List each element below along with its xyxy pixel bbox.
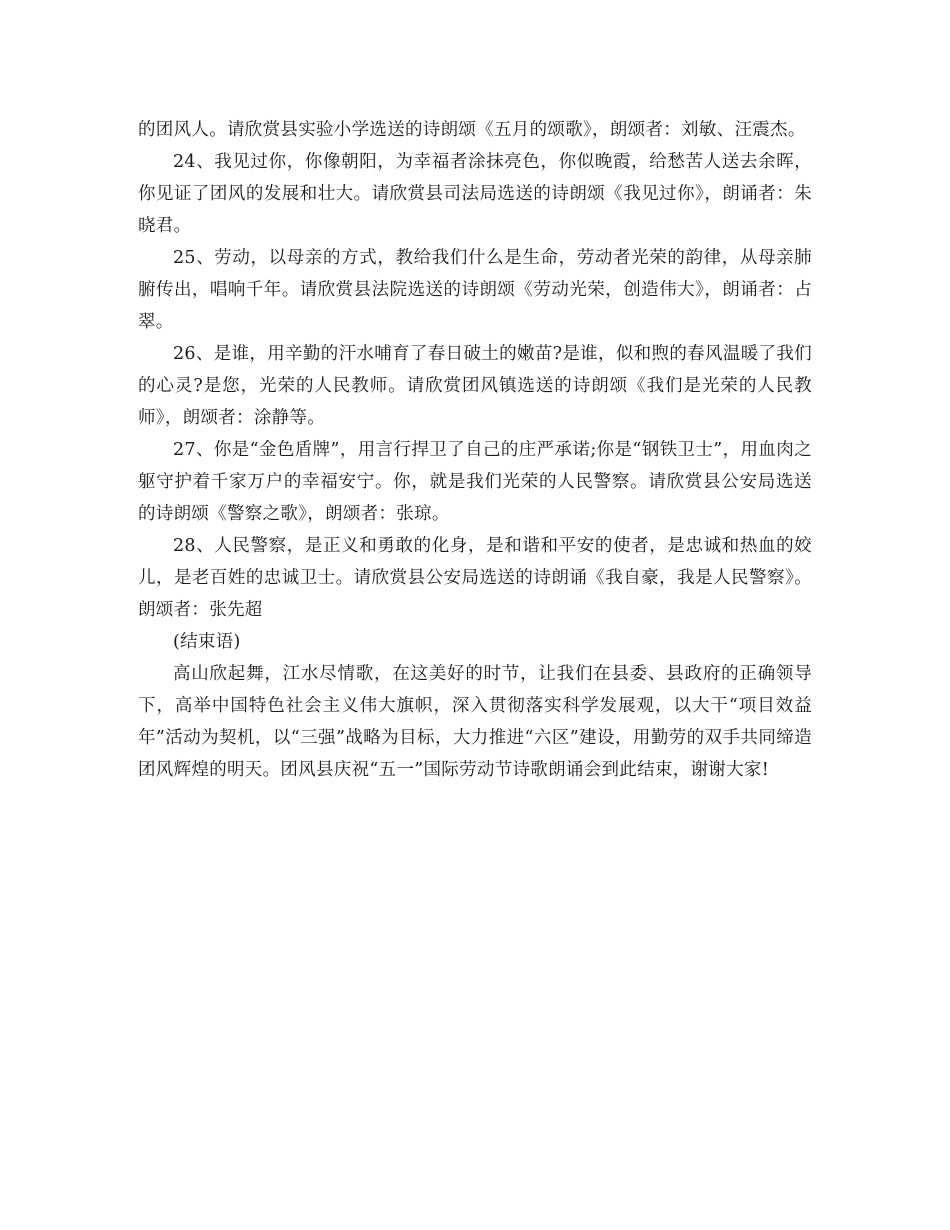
closing-heading: (结束语) <box>173 632 241 652</box>
paragraph-26: 26、是谁，用辛勤的汗水哺育了春日破土的嫩苗?是谁，似和煦的春风温暖了我们的心灵?是您，光荣的人民教师。请欣赏团风镇选送的诗朗颂《我们是光荣的人民教师》，朗颂者：涂静等。 <box>138 344 812 428</box>
paragraph-27: 27、你是“金色盾牌”，用言行捍卫了自己的庄严承诺;你是“钢铁卫士”，用血肉之躯守护着千家万户的幸福安宁。你，就是我们光荣的人民警察。请欣赏县公安局选送的诗朗颂《警察之歌》，朗颂者：张琼。 <box>138 440 812 524</box>
closing-paragraph: 高山欣起舞，江水尽情歌，在这美好的时节，让我们在县委、县政府的正确领导下，高举中国特色社会主义伟大旗帜，深入贯彻落实科学发展观，以大干“项目效益年”活动为契机，以“三强”战略为目标，大力推进“六区”建设，用勤劳的双手共同缔造团风辉煌的明天。团风县庆祝“五一”国际劳动节诗歌朗诵会到此结束，谢谢大家! <box>138 664 812 780</box>
paragraph-25: 25、劳动，以母亲的方式，教给我们什么是生命，劳动者光荣的韵律，从母亲肺腑传出，唱响千年。请欣赏县法院选送的诗朗颂《劳动光荣，创造伟大》，朗诵者：占翠。 <box>138 248 812 332</box>
document-page <box>138 114 812 786</box>
paragraph-24: 24、我见过你，你像朝阳，为幸福者涂抹亮色，你似晚霞，给愁苦人送去余晖，你见证了团风的发展和壮大。请欣赏县司法局选送的诗朗颂《我见过你》，朗诵者：朱晓君。 <box>138 152 812 236</box>
paragraph-continued: 的团风人。请欣赏县实验小学选送的诗朗颂《五月的颂歌》，朗颂者：刘敏、汪震杰。 <box>138 120 806 140</box>
paragraph-28: 28、人民警察，是正义和勇敢的化身，是和谐和平安的使者，是忠诚和热血的姣儿，是老百姓的忠诚卫士。请欣赏县公安局选送的诗朗诵《我自豪，我是人民警察》。朗颂者：张先超 <box>138 536 812 620</box>
